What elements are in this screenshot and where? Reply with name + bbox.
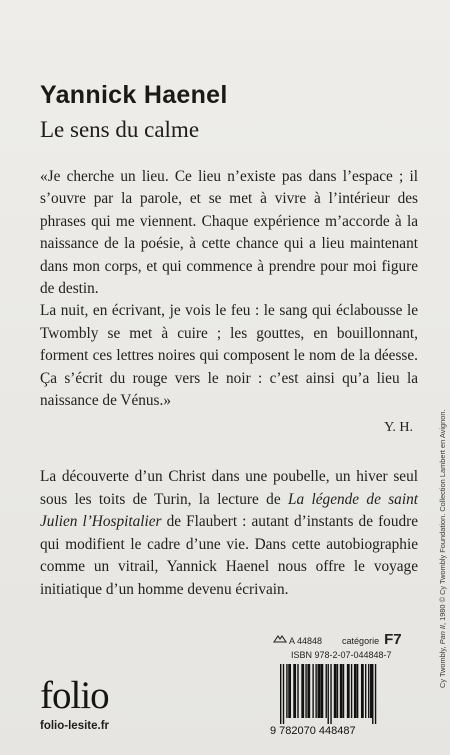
cited-book-title: La légende de saint Julien l’Hospitalier [40, 490, 418, 531]
summary-text: de Flaubert : autant d’instants de foudre qui modifient le cadre d’une vie. Dans cette autobiographie comme un vitrail, Yannick Haenel nous offre le voyage initiatique d’un homme devenu écrivain. [40, 513, 419, 598]
isbn-number: ISBN 978-2-07-044848-7 [291, 650, 392, 660]
barcode-bar [343, 664, 344, 718]
barcode-bar [368, 664, 369, 718]
barcode-bar [357, 664, 358, 718]
quote-signature: Y. H. [384, 420, 413, 435]
barcode-bar [372, 664, 373, 724]
barcode-bar [340, 664, 343, 718]
barcode-bar [301, 664, 304, 718]
author-quote [40, 166, 418, 412]
barcode-bar [288, 664, 291, 718]
barcode-bar [307, 664, 310, 718]
author-name: Yannick Haenel [40, 81, 228, 109]
barcode-bar [337, 664, 338, 718]
barcode-bar [361, 664, 364, 718]
barcode-bar [320, 664, 323, 718]
barcode-bar [312, 664, 313, 718]
barcode-bar [375, 664, 376, 724]
summary-text: La découverte d’un Christ dans une poubelle, un hiver seul sous les toits de Turin, la lecture de [40, 468, 418, 508]
quote-paragraph: «Je cherche un lieu. Ce lieu n’existe pas dans l’espace ; il s’ouvre par la parole, et se met à vivre à l’intérieur des phrases qui me viennent. Chaque expérience m’accorde à la naissance de la poésie, à cette chance qui a lieu maintenant dans mon corps, et qui commence à prendre pour moi figure de destin. [40, 168, 418, 298]
barcode-bar [286, 664, 287, 718]
quote-paragraph: La nuit, en écrivant, je vois le feu : le sang qui éclabousse le Twombly se met à cuire ; les gouttes, en bouillonnant, forment ces lettres noires qui composent le nom de la déesse. Ça s’écrit du rouge vers le noir : c’est ainsi qu’a lieu la naissance de Vénus.» [40, 302, 418, 410]
barcode-bar [297, 664, 298, 718]
category-code: F7 [384, 631, 402, 648]
barcode-digits: 9 782070 448487 [270, 725, 356, 737]
barcode-bar [317, 664, 320, 718]
barcode-bar [283, 664, 284, 724]
book-title: Le sens du calme [40, 117, 200, 142]
barcode-bar [280, 664, 281, 724]
barcode-bar [328, 664, 329, 724]
barcode [270, 664, 428, 741]
barcode-bar [351, 664, 352, 718]
cover-art-credit: Cy Twombly, Pan II, 1980 © Cy Twombly Foundation. Collection Lambert en Avignon. [438, 409, 447, 688]
barcode-bar [315, 664, 316, 718]
barcode-bar [354, 664, 357, 718]
catalog-reference: A 44848 [289, 636, 323, 646]
barcode-bar [326, 664, 327, 718]
barcode-bar [305, 664, 306, 718]
barcode-bar [347, 664, 350, 718]
book-summary [40, 466, 418, 602]
publisher-logo: folio [40, 674, 109, 717]
category-label: catégorie [342, 636, 380, 646]
barcode-bar [334, 664, 337, 718]
barcode-bar [293, 664, 296, 718]
book-stack-icon [273, 634, 287, 644]
barcode-bars [270, 664, 428, 726]
barcode-bar [365, 664, 366, 718]
publisher-website: folio-lesite.fr [40, 720, 110, 732]
catalog-info [273, 631, 402, 649]
barcode-bar [330, 664, 331, 724]
